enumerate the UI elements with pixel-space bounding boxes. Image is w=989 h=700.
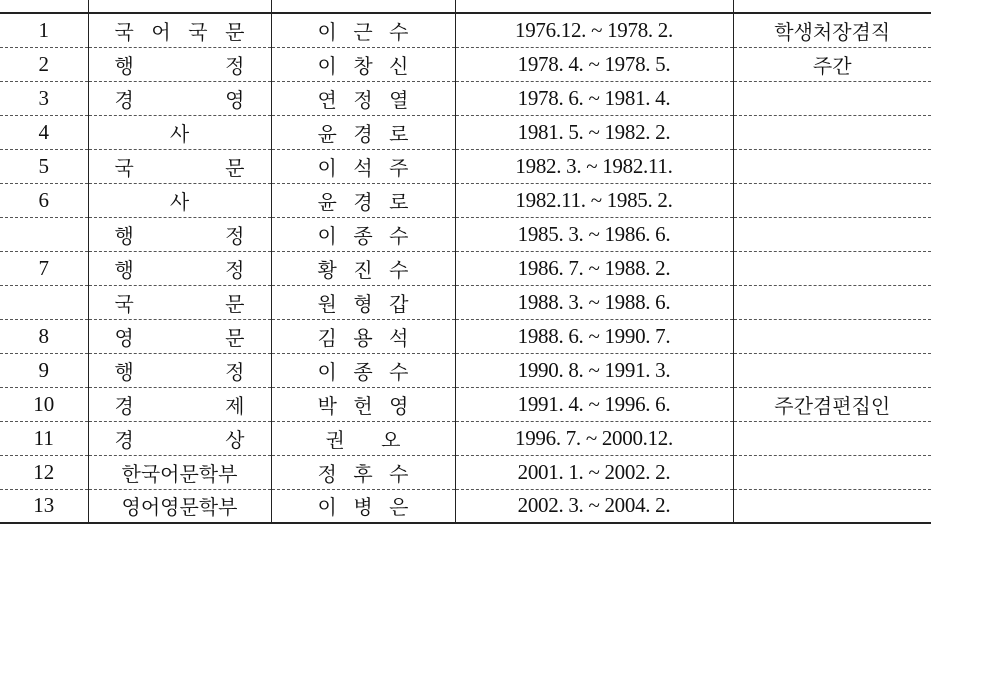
name-char: 근 <box>353 19 373 44</box>
name-char: 윤 <box>317 121 337 146</box>
cell-name <box>271 319 455 353</box>
name-char: 이 <box>317 19 337 44</box>
name-text <box>272 16 455 45</box>
cell-no: 8 <box>0 319 88 353</box>
cell-name <box>271 115 455 149</box>
name-char: 이 <box>317 155 337 180</box>
cell-note <box>733 183 931 217</box>
department-text <box>89 220 271 249</box>
name-char: 병 <box>353 495 373 520</box>
cell-period: 2002. 3. ~ 2004. 2. <box>455 489 733 523</box>
name-char: 박 <box>317 393 337 418</box>
cell-note <box>733 285 931 319</box>
table-row <box>0 149 931 183</box>
cell-name <box>271 149 455 183</box>
header-cell <box>271 0 455 13</box>
cell-name <box>271 353 455 387</box>
name-char: 연 <box>317 87 337 112</box>
cell-no: 6 <box>0 183 88 217</box>
cell-period: 1976.12. ~ 1978. 2. <box>455 13 733 47</box>
department-char: 영 <box>114 325 134 350</box>
name-char: 권 <box>325 427 345 452</box>
name-text <box>272 254 455 283</box>
name-char: 이 <box>317 53 337 78</box>
cell-period: 1986. 7. ~ 1988. 2. <box>455 251 733 285</box>
cell-no: 4 <box>0 115 88 149</box>
name-char: 후 <box>353 461 373 486</box>
cell-note: 주간 <box>733 47 931 81</box>
cell-note <box>733 149 931 183</box>
name-char: 이 <box>317 223 337 248</box>
cell-period: 1978. 4. ~ 1978. 5. <box>455 47 733 81</box>
name-text <box>272 118 455 147</box>
name-text <box>272 356 455 385</box>
name-char: 갑 <box>389 291 409 316</box>
name-text <box>272 458 455 487</box>
department-char: 영 <box>225 87 245 112</box>
cell-note <box>733 489 931 523</box>
cell-period: 1990. 8. ~ 1991. 3. <box>455 353 733 387</box>
name-char: 김 <box>317 325 337 350</box>
cell-name <box>271 251 455 285</box>
cell-note <box>733 455 931 489</box>
department-char: 행 <box>114 257 134 282</box>
name-char: 헌 <box>353 393 373 418</box>
cell-department <box>88 353 271 387</box>
name-char: 경 <box>353 189 373 214</box>
cell-department <box>88 285 271 319</box>
name-text <box>272 50 455 79</box>
department-char: 국 <box>114 19 134 44</box>
name-char: 수 <box>389 257 409 282</box>
name-char: 종 <box>353 223 373 248</box>
department-text: 한국어문학부 <box>121 461 238 486</box>
cell-name <box>271 47 455 81</box>
cell-department <box>88 319 271 353</box>
name-char: 수 <box>389 461 409 486</box>
cell-period: 1981. 5. ~ 1982. 2. <box>455 115 733 149</box>
cell-period: 1985. 3. ~ 1986. 6. <box>455 217 733 251</box>
name-char: 신 <box>389 53 409 78</box>
cell-department <box>88 13 271 47</box>
name-text <box>272 220 455 249</box>
table-row <box>0 115 931 149</box>
department-char: 어 <box>151 19 171 44</box>
cell-no <box>0 217 88 251</box>
name-char: 로 <box>389 121 409 146</box>
name-text <box>272 390 455 419</box>
cell-period: 1988. 3. ~ 1988. 6. <box>455 285 733 319</box>
cell-period: 1988. 6. ~ 1990. 7. <box>455 319 733 353</box>
name-char: 오 <box>381 427 401 452</box>
cell-name <box>271 81 455 115</box>
name-char: 정 <box>353 87 373 112</box>
table-row <box>0 217 931 251</box>
department-char: 문 <box>225 291 245 316</box>
name-char: 수 <box>389 19 409 44</box>
name-char: 주 <box>389 155 409 180</box>
table-row <box>0 489 931 523</box>
department-char: 정 <box>225 257 245 282</box>
department-char: 문 <box>225 155 245 180</box>
cell-note: 학생처장겸직 <box>733 13 931 47</box>
department-char: 행 <box>114 223 134 248</box>
cell-period: 2001. 1. ~ 2002. 2. <box>455 455 733 489</box>
cell-department <box>88 455 271 489</box>
table-row <box>0 251 931 285</box>
cell-department <box>88 421 271 455</box>
department-char: 행 <box>114 53 134 78</box>
cell-note <box>733 217 931 251</box>
cell-name <box>271 217 455 251</box>
department-text <box>89 254 271 283</box>
table-row <box>0 183 931 217</box>
name-text <box>272 424 455 453</box>
cell-note <box>733 353 931 387</box>
name-text <box>272 491 455 520</box>
cell-note <box>733 115 931 149</box>
cell-no: 12 <box>0 455 88 489</box>
department-char: 국 <box>114 291 134 316</box>
name-char: 열 <box>389 87 409 112</box>
name-char: 은 <box>389 495 409 520</box>
department-char: 행 <box>114 359 134 384</box>
department-text: 사 <box>169 121 190 146</box>
department-char: 경 <box>114 87 134 112</box>
cell-department <box>88 217 271 251</box>
department-char: 정 <box>225 223 245 248</box>
cell-name <box>271 13 455 47</box>
table-row <box>0 387 931 421</box>
name-char: 종 <box>353 359 373 384</box>
department-char: 경 <box>114 427 134 452</box>
name-char: 수 <box>389 359 409 384</box>
cell-department <box>88 251 271 285</box>
department-char: 제 <box>225 393 245 418</box>
cell-no: 5 <box>0 149 88 183</box>
cell-department <box>88 115 271 149</box>
department-char: 경 <box>114 393 134 418</box>
department-char: 상 <box>225 427 245 452</box>
cell-no: 7 <box>0 251 88 285</box>
table-row <box>0 319 931 353</box>
table-row <box>0 13 931 47</box>
cell-department <box>88 47 271 81</box>
department-text <box>89 288 271 317</box>
cell-note <box>733 251 931 285</box>
name-char: 수 <box>389 223 409 248</box>
name-char: 형 <box>353 291 373 316</box>
department-char: 국 <box>114 155 134 180</box>
name-char: 로 <box>389 189 409 214</box>
department-text <box>89 322 271 351</box>
cell-period: 1991. 4. ~ 1996. 6. <box>455 387 733 421</box>
name-char: 윤 <box>317 189 337 214</box>
cell-no: 11 <box>0 421 88 455</box>
name-char: 용 <box>353 325 373 350</box>
department-text <box>89 16 271 45</box>
department-text: 사 <box>169 189 190 214</box>
cell-no <box>0 285 88 319</box>
cell-name <box>271 489 455 523</box>
name-char: 창 <box>353 53 373 78</box>
name-char: 이 <box>317 495 337 520</box>
department-char: 문 <box>225 325 245 350</box>
cell-name <box>271 285 455 319</box>
header-cell <box>0 0 88 13</box>
name-char: 황 <box>317 257 337 282</box>
department-text <box>89 152 271 181</box>
cell-note <box>733 81 931 115</box>
department-char: 국 <box>188 19 208 44</box>
cell-department <box>88 149 271 183</box>
cell-period: 1978. 6. ~ 1981. 4. <box>455 81 733 115</box>
cell-no: 3 <box>0 81 88 115</box>
department-char: 정 <box>225 53 245 78</box>
cell-name <box>271 183 455 217</box>
department-text: 영어영문학부 <box>121 495 238 520</box>
table-header-row-cropped <box>0 0 931 13</box>
header-cell <box>88 0 271 13</box>
table-row <box>0 353 931 387</box>
cell-department <box>88 183 271 217</box>
table-row <box>0 421 931 455</box>
name-char: 경 <box>353 121 373 146</box>
cell-name <box>271 387 455 421</box>
cell-no: 9 <box>0 353 88 387</box>
name-char: 진 <box>353 257 373 282</box>
cell-period: 1996. 7. ~ 2000.12. <box>455 421 733 455</box>
cell-no: 10 <box>0 387 88 421</box>
department-char: 문 <box>225 19 245 44</box>
cell-no: 1 <box>0 13 88 47</box>
name-text <box>272 186 455 215</box>
name-text <box>272 322 455 351</box>
cell-department <box>88 81 271 115</box>
table-row <box>0 455 931 489</box>
department-text <box>89 424 271 453</box>
cell-period: 1982.11. ~ 1985. 2. <box>455 183 733 217</box>
name-char: 영 <box>389 393 409 418</box>
cell-no: 13 <box>0 489 88 523</box>
cell-period: 1982. 3. ~ 1982.11. <box>455 149 733 183</box>
name-text <box>272 84 455 113</box>
name-char: 정 <box>317 461 337 486</box>
cell-note: 주간겸편집인 <box>733 387 931 421</box>
name-text <box>272 152 455 181</box>
department-text <box>89 50 271 79</box>
cell-department <box>88 387 271 421</box>
name-char: 원 <box>317 291 337 316</box>
name-char: 이 <box>317 359 337 384</box>
header-cell <box>733 0 931 13</box>
cell-department <box>88 489 271 523</box>
cell-name <box>271 455 455 489</box>
department-char: 정 <box>225 359 245 384</box>
table-row <box>0 47 931 81</box>
cell-note <box>733 421 931 455</box>
cell-no: 2 <box>0 47 88 81</box>
department-text <box>89 356 271 385</box>
name-text <box>272 288 455 317</box>
cell-name <box>271 421 455 455</box>
name-char: 석 <box>353 155 373 180</box>
table-row <box>0 81 931 115</box>
name-char: 석 <box>389 325 409 350</box>
header-cell <box>455 0 733 13</box>
department-text <box>89 390 271 419</box>
table-row <box>0 285 931 319</box>
cell-note <box>733 319 931 353</box>
department-text <box>89 84 271 113</box>
